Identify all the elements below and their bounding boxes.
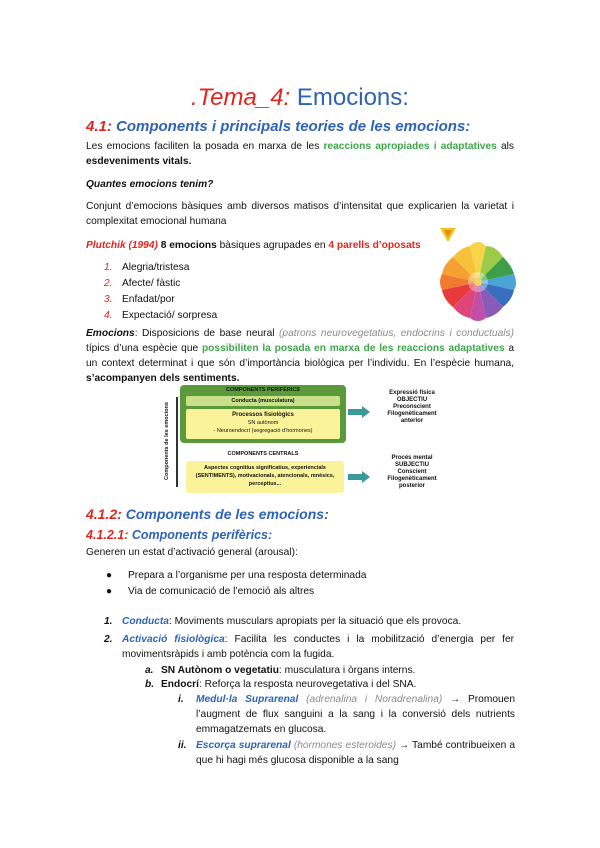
item-sn-autonom: a. SN Autònom o vegetatiu: musculatura i òrgans interns. [145, 665, 416, 676]
item-activacio: 2. Activació fisiològica: Facilita les conductes i la mobilització d’energia per fer movimentsràpids i amb potència com la fugida. [104, 634, 514, 660]
bullet-item: ● Prepara a l’organisme per una resposta determinada [106, 570, 367, 581]
conducta-box: Conducta (musculatura) [186, 396, 340, 406]
item-endocri: b. Endocrí: Reforça la resposta neurovegetativa i del SNA. [145, 679, 417, 690]
wheel-petals [440, 242, 516, 321]
list-item: 1. Alegria/tristesa [104, 262, 190, 273]
diagram-right-bottom: Procés mental SUBJECTIU Conscient Filogenèticament posterior [387, 455, 437, 489]
item-conducta: 1. Conducta: Moviments musculars apropiats per la situació que els provoca. [104, 616, 462, 627]
diagram-bracket-line [176, 397, 178, 487]
bullet-item: ● Via de comunicació de l’emoció als altres [106, 586, 315, 597]
item-escorca: ii. Escorça suprarenal (hormones esteroides) → També contribueixen a que hi hagi més glucosa disponible a la sang [178, 740, 515, 766]
paragraph-intro: Les emocions faciliten la posada en marxa de les reaccions apropiades i adaptatives als esdeveniments vitals. [86, 141, 514, 167]
section-4-1-heading: 4.1: Components i principals teories de les emocions: [86, 118, 471, 135]
section-4-1-2-1-heading: 4.1.2.1: Components perifèrics: [86, 528, 273, 542]
components-diagram [166, 381, 462, 499]
central-box: Aspectes cognitius significatius, experiencials (SENTIMENTS), motivacionals, atencionals, mnèsics, perceptius... [186, 461, 344, 493]
list-item: 4. Expectació/ sorpresa [104, 310, 218, 321]
peripheral-title: COMPONENTS PERIFÈRICS [226, 387, 300, 393]
physiological-box: Processos fisiològics SN autònom - Neuroendocrí (segregació d’hormones) [186, 409, 340, 439]
list-item: 2. Afecte/ fàstic [104, 278, 181, 289]
wheel-cone [440, 228, 456, 242]
central-title: COMPONENTS CENTRALS [227, 451, 299, 457]
page-title: .Tema_4: Emocions: [191, 84, 409, 111]
peripheral-box [180, 385, 346, 443]
plutchik-wheel-image [432, 220, 522, 326]
paragraph-plutchik: Plutchik (1994) 8 emocions bàsiques agrupades en 4 parells d’oposats [86, 240, 421, 251]
section-4-1-2-heading: 4.1.2: Components de les emocions: [86, 506, 329, 522]
paragraph-emocions: Emocions: Disposicions de base neural (patrons neurovegetatius, endocrins i conductuals) típics d’una espècie que possibiliten la posada en marxa de les reaccions adaptatives a un context determinat i que són d’importància biològica per l’individu. En l’espècie humana, s’acompanyen dels sentiments. [86, 328, 515, 384]
list-item: 3. Enfadat/por [104, 294, 175, 305]
diagram-side-label: Components de les emocions [164, 402, 170, 480]
paragraph-arousal: Generen un estat d’activació general (arousal): [86, 547, 298, 558]
paragraph-conjunt: Conjunt d’emocions bàsiques amb diversos matisos d’intensitat que explicarien la varietat i complexitat emocional humana [86, 201, 514, 227]
item-medulla: i. Medul·la Suprarenal (adrenalina i Noradrenalina) → Promouen l’augment de flux sanguini a la sang i la conversió dels nutrients emmagatzemats en glucosa. [178, 694, 515, 735]
question-heading: Quantes emocions tenim? [86, 179, 214, 190]
diagram-right-top: Expressió física OBJECTIU Preconscient Filogenèticament anterior [387, 390, 437, 424]
